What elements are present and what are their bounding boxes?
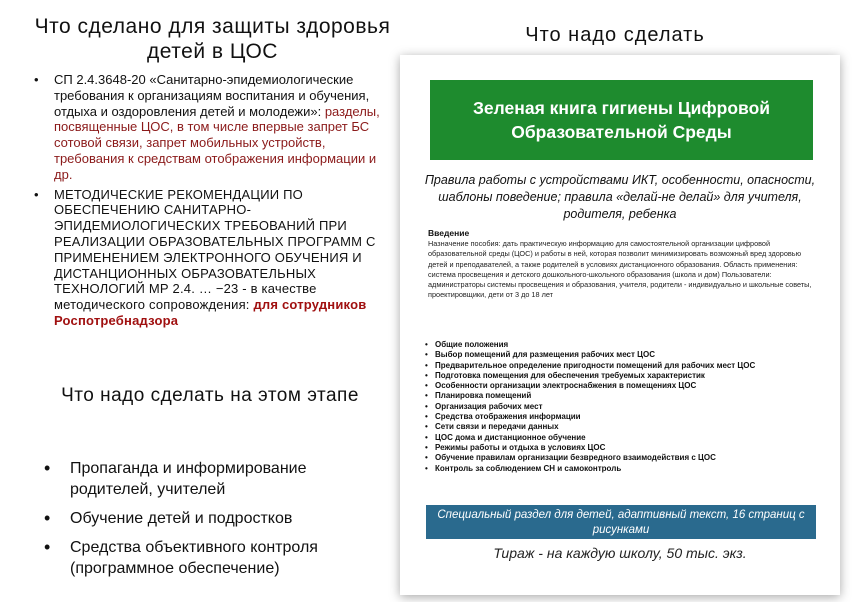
book-title: Зеленая книга гигиены Цифровой Образовательной Среды bbox=[472, 98, 771, 142]
list-item: • Обучение детей и подростков bbox=[40, 508, 380, 529]
list-item: • Особенности организации электроснабжения в помещениях ЦОС bbox=[425, 381, 820, 391]
contents-list bbox=[425, 340, 820, 474]
list-item: • Предварительное определение пригодности помещений для рабочих мест ЦОС bbox=[425, 361, 820, 371]
circulation-text: Тираж - на каждую школу, 50 тыс. экз. bbox=[493, 545, 747, 561]
list-item: • Средства объективного контроля (программное обеспечение) bbox=[40, 537, 380, 579]
book-title-banner bbox=[430, 80, 813, 160]
stage-title: Что надо сделать на этом этапе bbox=[61, 385, 359, 406]
list-item: • Сети связи и передачи данных bbox=[425, 422, 820, 432]
left-title: Что сделано для защиты здоровья детей в ЦОС bbox=[34, 15, 391, 63]
list-item bbox=[34, 187, 386, 329]
list-item: • Режимы работы и отдыха в условиях ЦОС bbox=[425, 443, 820, 453]
item-text: МЕТОДИЧЕСКИЕ РЕКОМЕНДАЦИИ ПО ОБЕСПЕЧЕНИЮ САНИТАРНО-ЭПИДЕМИОЛОГИЧЕСКИХ ТРЕБОВАНИЙ ПРИ РЕАЛИЗАЦИИ ОБРАЗОВАТЕЛЬНЫХ ПРОГРАММ С ПРИМЕНЕНИЕМ ЭЛЕКТРОННОГО ОБУЧЕНИЯ И ДИСТАНЦИОННЫХ ОБРАЗОВАТЕЛЬНЫХ ТЕХНОЛОГИЙ МР 2.4. … −23 - в качестве методического сопровождения: bbox=[54, 186, 376, 313]
item-highlight: разделы, посвященные ЦОС, в том числе впервые запрет БС сотовой связи, запрет мобильных устройств, требования к средствам отображения информации и др. bbox=[54, 103, 380, 182]
list-item: • Организация рабочих мест bbox=[425, 402, 820, 412]
list-item: • Средства отображения информации bbox=[425, 412, 820, 422]
book-subtitle: Правила работы с устройствами ИКТ, особенности, опасности, шаблоны поведение; правила «делай-не делай» для учителя, родителя, ребенка bbox=[424, 173, 816, 221]
intro-heading: Введение bbox=[428, 228, 470, 238]
item-text: СП 2.4.3648-20 «Санитарно-эпидемиологические требования к организациям воспитания и обучения, отдыха и оздоровления детей и молодежи»: bbox=[54, 72, 370, 119]
list-item: • Планировка помещений bbox=[425, 391, 820, 401]
list-item: • Подготовка помещения для обеспечения требуемых характеристик bbox=[425, 371, 820, 381]
item-highlight: для сотрудников Роспотребнадзора bbox=[54, 297, 367, 328]
left-bullet-list bbox=[34, 72, 386, 333]
stage-bullet-list bbox=[40, 458, 380, 587]
special-section-text: Специальный раздел для детей, адаптивный текст, 16 страниц с рисунками bbox=[437, 509, 805, 536]
intro-text: Назначение пособия: дать практическую информацию для самостоятельной организации цифровой образовательной среды (ЦОС) и работы в ней, которая позволит минимизировать возможный вред здоровью детей и преподавателей, а также родителей в условиях дистанционного образования. Область применения: система просвещения и детского дошкольного-школьного образования (школа и дом) Пользователи: администраторы системы просвещения и образования, учителя, родители - индивидуально и школьные советы, проектировщики, дети от 3 до 18 лет bbox=[428, 239, 812, 300]
list-item bbox=[34, 72, 386, 183]
list-item: • Выбор помещений для размещения рабочих мест ЦОС bbox=[425, 350, 820, 360]
list-item: • Пропаганда и информирование родителей, учителей bbox=[40, 458, 380, 500]
list-item: • Обучение правилам организации безвредного взаимодействия с ЦОС bbox=[425, 453, 820, 463]
list-item: • Контроль за соблюдением СН и самоконтроль bbox=[425, 464, 820, 474]
right-title: Что надо сделать bbox=[525, 24, 705, 46]
list-item: • ЦОС дома и дистанционное обучение bbox=[425, 433, 820, 443]
special-section-banner bbox=[426, 505, 816, 539]
list-item: • Общие положения bbox=[425, 340, 820, 350]
